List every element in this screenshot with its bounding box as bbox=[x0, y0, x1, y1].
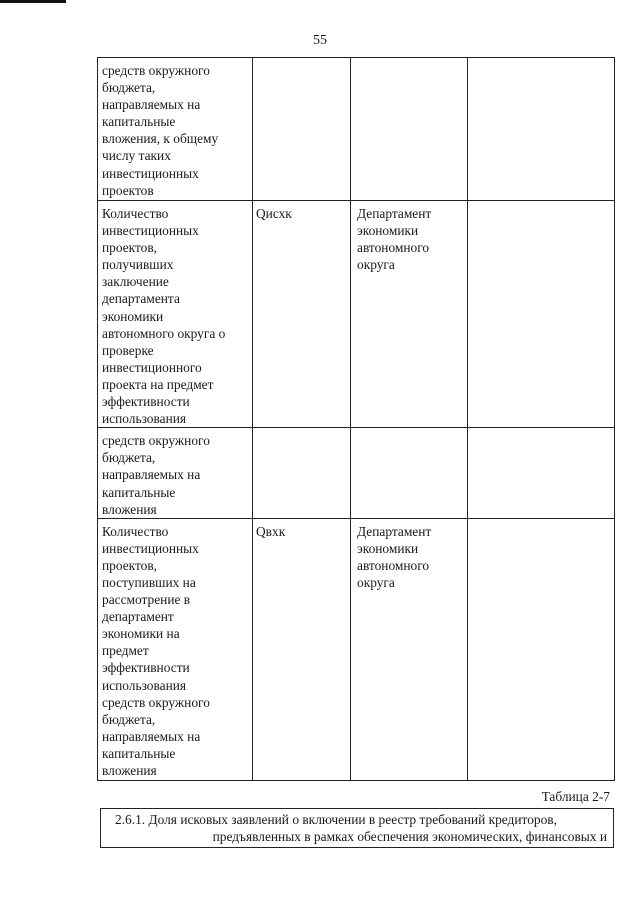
indicator-cell: средств окружного бюджета, направляемых на капитальные вложения, к общему числу таких инвестиционных проектов bbox=[98, 58, 253, 201]
code-cell: Qвхк bbox=[253, 518, 351, 780]
top-margin-mark bbox=[0, 0, 66, 3]
source-cell bbox=[351, 58, 468, 201]
extra-cell bbox=[468, 201, 615, 428]
indicator-cell: Количество инвестиционных проектов, поступивших на рассмотрение в департамент экономики на предмет эффективности использования средств окружного бюджета, направляемых на капитальные вложения bbox=[98, 518, 253, 780]
source-cell: Департамент экономики автономного округа bbox=[351, 201, 468, 428]
next-table-title-line2: предъявленных в рамках обеспечения экономических, финансовых и bbox=[212, 829, 607, 844]
indicator-cell: Количество инвестиционных проектов, получивших заключение департамента экономики автономного округа о проверке инвестиционного проекта на предмет эффективности использования bbox=[98, 201, 253, 428]
code-cell bbox=[253, 58, 351, 201]
next-table-header bbox=[100, 808, 614, 848]
extra-cell bbox=[468, 58, 615, 201]
code-cell bbox=[253, 428, 351, 518]
next-table-title-line1: 2.6.1. Доля исковых заявлений о включении в реестр требований кредиторов, bbox=[115, 812, 557, 827]
indicator-cell: средств окружного бюджета, направляемых на капитальные вложения bbox=[98, 428, 253, 518]
source-cell: Департамент экономики автономного округа bbox=[351, 518, 468, 780]
extra-cell bbox=[468, 428, 615, 518]
table-row bbox=[98, 428, 615, 518]
table-row bbox=[98, 58, 615, 201]
page-number: 55 bbox=[313, 33, 327, 48]
extra-cell bbox=[468, 518, 615, 780]
source-cell bbox=[351, 428, 468, 518]
table-row bbox=[98, 201, 615, 428]
indicator-table bbox=[97, 57, 615, 781]
table-row bbox=[98, 518, 615, 780]
table-caption: Таблица 2-7 bbox=[541, 789, 610, 804]
code-cell: Qисхк bbox=[253, 201, 351, 428]
